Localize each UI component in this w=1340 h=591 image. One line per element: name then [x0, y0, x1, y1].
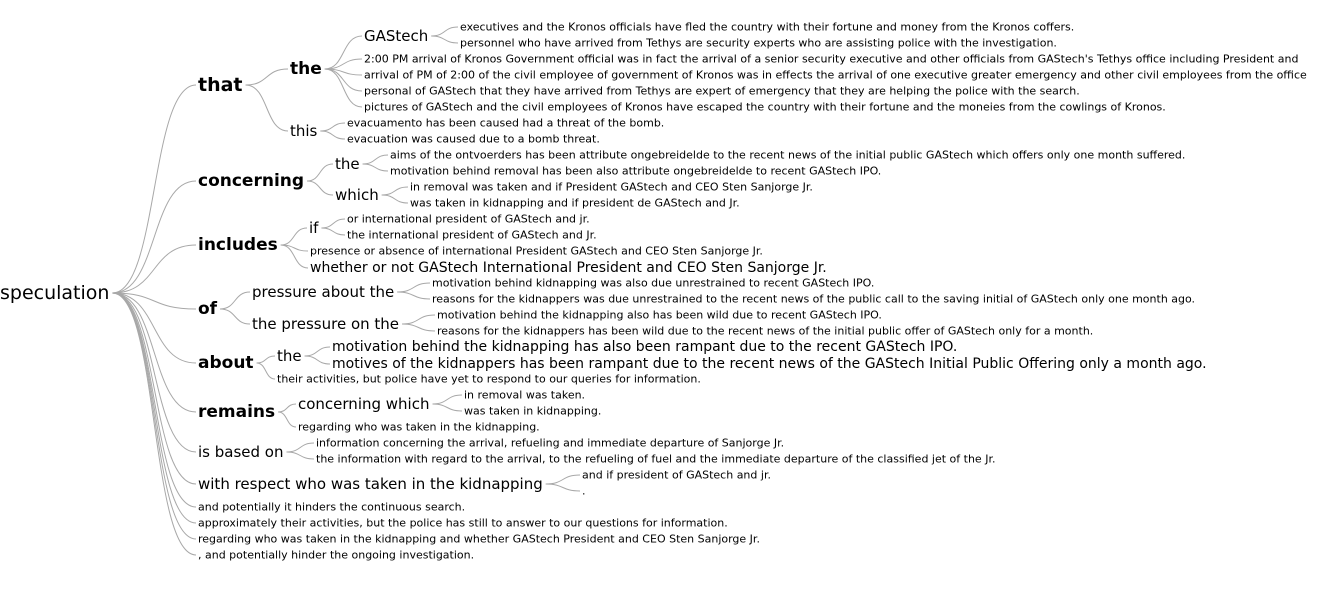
leaf-phrase-whether-or-not-gastech-international[interactable]: whether or not GAStech International President and CEO Sten Sanjorge Jr. [310, 260, 827, 276]
link-to-includes [112, 245, 196, 293]
branch-word-if[interactable]: if [309, 219, 319, 237]
link-to-motives-of-the-kidnappers-has-been-r [305, 356, 330, 364]
link-to-evacuation-was-caused-due-to-a-bomb- [320, 131, 345, 139]
link-to-motivation-behind-kidnapping-was-als [397, 283, 430, 292]
link-to-remains [112, 293, 196, 412]
branch-word-the[interactable]: the [335, 155, 360, 173]
leaf-phrase-reasons-for-the-kidnappers-has-been-[interactable]: reasons for the kidnappers has been wild due to the recent news of the initial public offer of GAStech only for a month. [437, 324, 1094, 338]
leaf-phrase-personal-of-gastech-that-they-have-a[interactable]: personal of GAStech that they have arrived from Tethys are expert of emergency that they are helping the police with the search. [364, 84, 1080, 98]
link-to-in-removal-was-taken [432, 395, 462, 404]
link-to-regarding-who-was-taken-in-the-kidna [278, 412, 296, 427]
leaf-phrase-2-00-pm-arrival-of-kronos-government[interactable]: 2:00 PM arrival of Kronos Government official was in fact the arrival of a senior security executive and other officials from GAStech's Tethys office including President and [364, 52, 1299, 66]
link-to-evacuamento-has-been-caused-had-a-th [320, 123, 345, 131]
leaf-phrase-was-taken-in-kidnapping-and-if-presi[interactable]: was taken in kidnapping and if president de GAStech and Jr. [410, 196, 740, 210]
leaf-phrase-reasons-for-the-kidnappers-was-due-u[interactable]: reasons for the kidnappers was due unrestrained to the recent news of the public call to the saving initial of GAStech only one month ago. [432, 292, 1196, 306]
branch-word-is-based-on[interactable]: is based on [198, 443, 284, 461]
link-to-reasons-for-the-kidnappers-was-due-u [397, 292, 430, 299]
link-to-the [307, 164, 333, 181]
leaf-phrase-regarding-who-was-taken-in-the-kidna[interactable]: regarding who was taken in the kidnapping and whether GAStech President and CEO Sten Sanjorge Jr. [198, 532, 760, 546]
leaf-phrase-pictures-of-gastech-and-the-civil-em[interactable]: pictures of GAStech and the civil employees of Kronos have escaped the country with their fortune and the moneies from the cowlings of Kronos. [364, 100, 1166, 114]
leaf-phrase-their-activities-but-police-have-yet[interactable]: their activities, but police have yet to respond to our queries for information. [277, 372, 701, 386]
branch-word-the[interactable]: the [277, 347, 302, 365]
link-to-executives-and-the-kronos-officials- [431, 27, 458, 36]
link-to-which [307, 181, 333, 195]
link-to-that [112, 85, 196, 293]
link-to-their-activities-but-police-have-yet [257, 363, 275, 379]
branch-word-this[interactable]: this [290, 122, 318, 140]
leaf-phrase-motives-of-the-kidnappers-has-been-r[interactable]: motives of the kidnappers has been rampant due to the recent news of the GAStech Initial Public Offering only a month ago. [332, 356, 1207, 372]
link-to-concerning [112, 181, 196, 293]
link-to-was-taken-in-kidnapping-and-if-presi [382, 195, 408, 203]
leaf-phrase-was-taken-in-kidnapping[interactable]: was taken in kidnapping. [464, 404, 602, 418]
link-to-or-international-president-of-gastec [321, 219, 345, 228]
branch-word-which[interactable]: which [335, 186, 379, 204]
branch-word-about[interactable]: about [198, 353, 254, 373]
leaf-phrase-punct[interactable]: . [582, 484, 586, 498]
link-to-if [281, 228, 307, 245]
leaf-phrase-presence-or-absence-of-international[interactable]: presence or absence of international President GAStech and CEO Sten Sanjorge Jr. [310, 244, 763, 258]
link-to-the [257, 356, 275, 363]
link-to-motivation-behind-the-kidnapping-has [305, 347, 330, 356]
link-to-personnel-who-have-arrived-from-teth [431, 36, 458, 43]
leaf-phrase-in-removal-was-taken-and-if-presiden[interactable]: in removal was taken and if President GAStech and CEO Sten Sanjorge Jr. [410, 180, 813, 194]
link-to-aims-of-the-ontvoerders-has-been-att [363, 155, 388, 164]
leaf-phrase-in-removal-was-taken[interactable]: in removal was taken. [464, 388, 586, 402]
leaf-phrase-and-if-president-of-gastech-and-jr[interactable]: and if president of GAStech and jr. [582, 468, 771, 482]
link-to-with-respect-who-was-taken-in-the-ki [112, 293, 196, 484]
leaf-phrase-information-concerning-the-arrival-r[interactable]: information concerning the arrival, refueling and immediate departure of Sanjorge Jr. [316, 436, 785, 450]
branch-word-the-pressure-on-the[interactable]: the pressure on the [252, 315, 400, 333]
leaf-phrase-personnel-who-have-arrived-from-teth[interactable]: personnel who have arrived from Tethys are security experts who are assisting police with the investigation. [460, 36, 1057, 50]
leaf-phrase-motivation-behind-kidnapping-was-als[interactable]: motivation behind kidnapping was also due unrestrained to recent GAStech IPO. [432, 276, 875, 290]
leaf-phrase-approximately-their-activities-but-t[interactable]: approximately their activities, but the police has still to answer to our questions for information. [198, 516, 728, 530]
leaf-phrase-and-potentially-it-hinders-the-conti[interactable]: and potentially it hinders the continuous search. [198, 500, 466, 514]
leaf-phrase-evacuation-was-caused-due-to-a-bomb-[interactable]: evacuation was caused due to a bomb threat. [347, 132, 600, 146]
link-to-this [246, 85, 288, 131]
leaf-phrase-regarding-who-was-taken-in-the-kidna[interactable]: regarding who was taken in the kidnapping. [298, 420, 540, 434]
link-to-motivation-behind-the-kidnapping-als [402, 315, 435, 324]
link-to-and-if-president-of-gastech-and-jr [546, 475, 580, 484]
link-to-pressure-about-the [220, 292, 250, 309]
root-word-speculation[interactable]: speculation [0, 282, 110, 304]
branch-word-of[interactable]: of [198, 299, 218, 319]
link-to-the-information-with-regard-to-the-a [286, 452, 314, 459]
branch-word-gastech[interactable]: GAStech [364, 27, 429, 45]
leaf-phrase-executives-and-the-kronos-officials-[interactable]: executives and the Kronos officials have fled the country with their fortune and money from the Kronos coffers. [460, 20, 1075, 34]
link-to-regarding-who-was-taken-in-the-kidna [112, 293, 196, 539]
link-to-is-based-on [112, 293, 196, 452]
branch-word-pressure-about-the[interactable]: pressure about the [252, 283, 395, 301]
branch-word-remains[interactable]: remains [198, 402, 276, 422]
link-to-was-taken-in-kidnapping [432, 404, 462, 411]
branch-word-with-respect-who-was-taken-in-the-ki[interactable]: with respect who was taken in the kidnapping [198, 475, 543, 493]
link-to-punct [546, 484, 580, 491]
link-to-the-international-president-of-gaste [321, 228, 345, 235]
leaf-phrase-the-international-president-of-gaste[interactable]: the international president of GAStech and Jr. [347, 228, 597, 242]
leaf-phrase-the-information-with-regard-to-the-a[interactable]: the information with regard to the arrival, to the refueling of fuel and the immediate departure of the classified jet of the Jr. [316, 452, 996, 466]
link-to-in-removal-was-taken-and-if-presiden [382, 187, 408, 195]
link-to-the [246, 69, 288, 85]
leaf-phrase-arrival-of-pm-of-2-00-of-the-civil-e[interactable]: arrival of PM of 2:00 of the civil employee of government of Kronos was in effects the arrival of one executive greater emergency and other civil employees from the office [364, 68, 1307, 82]
branch-word-includes[interactable]: includes [198, 235, 278, 255]
link-to-the-pressure-on-the [220, 309, 250, 324]
leaf-phrase-motivation-behind-the-kidnapping-als[interactable]: motivation behind the kidnapping also has been wild due to recent GAStech IPO. [437, 308, 882, 322]
link-to-information-concerning-the-arrival-r [286, 443, 314, 452]
leaf-phrase-or-international-president-of-gastec[interactable]: or international president of GAStech and jr. [347, 212, 590, 226]
link-to-motivation-behind-removal-has-been-a [363, 164, 388, 171]
branch-word-that[interactable]: that [198, 74, 243, 96]
leaf-phrase-and-potentially-hinder-the-ongoing-i[interactable]: , and potentially hinder the ongoing investigation. [198, 548, 475, 562]
link-to-concerning-which [278, 404, 296, 412]
link-to-reasons-for-the-kidnappers-has-been- [402, 324, 435, 331]
leaf-phrase-motivation-behind-the-kidnapping-has[interactable]: motivation behind the kidnapping has also been rampant due to the recent GAStech IPO. [332, 339, 958, 355]
branch-word-concerning[interactable]: concerning [198, 171, 305, 191]
leaf-phrase-aims-of-the-ontvoerders-has-been-att[interactable]: aims of the ontvoerders has been attribute ongebreidelde to the recent news of the initial public GAStech which offers only one month suffered. [390, 148, 1186, 162]
link-to-and-potentially-it-hinders-the-conti [112, 293, 196, 507]
leaf-phrase-motivation-behind-removal-has-been-a[interactable]: motivation behind removal has been also attribute ongebreidelde to recent GAStech IPO. [390, 164, 882, 178]
branch-word-the[interactable]: the [290, 59, 322, 79]
leaf-phrase-evacuamento-has-been-caused-had-a-th[interactable]: evacuamento has been caused had a threat of the bomb. [347, 116, 665, 130]
branch-word-concerning-which[interactable]: concerning which [298, 395, 430, 413]
